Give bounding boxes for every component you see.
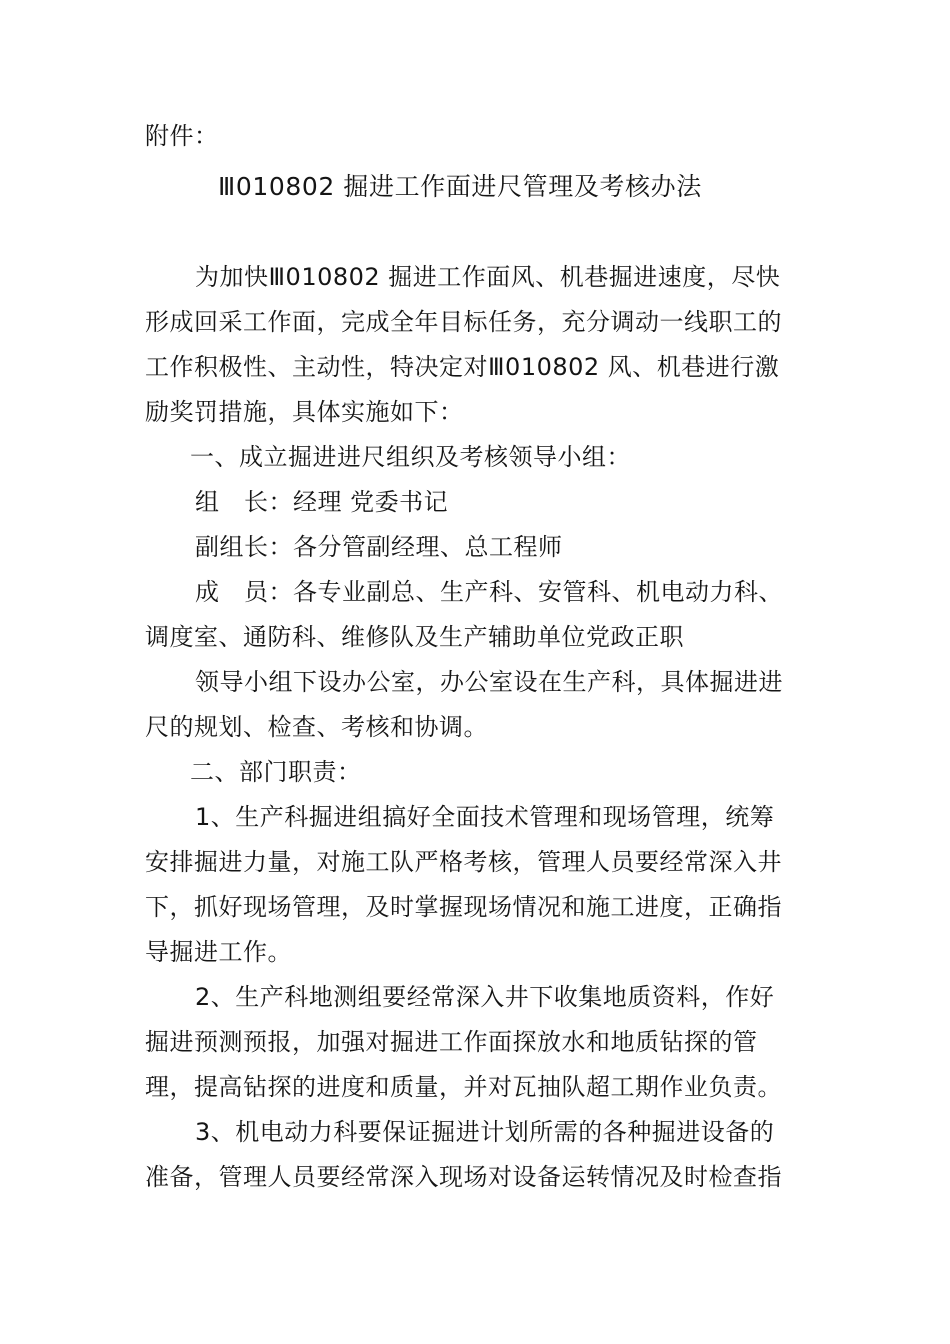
members-line-1: 成 员：各专业副总、生产科、安管科、机电动力科、: [195, 578, 783, 606]
intro-line-2: 形成回采工作面，完成全年目标任务，充分调动一线职工的: [145, 308, 782, 336]
intro-line-3: 工作积极性、主动性，特决定对Ⅲ010802 风、机巷进行激: [145, 353, 780, 381]
section1-heading: 一、成立掘进进尺组织及考核领导小组：: [190, 443, 631, 471]
deputy-leader-line: 副组长：各分管副经理、总工程师: [195, 533, 563, 561]
duty-item1-line-2: 安排掘进力量，对施工队严格考核，管理人员要经常深入井: [145, 848, 782, 876]
group-leader-line: 组 长：经理 党委书记: [195, 488, 449, 516]
duty-item2-line-1: 2、生产科地测组要经常深入井下收集地质资料，作好: [195, 983, 775, 1011]
duty-item2-line-2: 掘进预测预报，加强对掘进工作面探放水和地质钻探的管: [145, 1028, 758, 1056]
intro-line-4: 励奖罚措施，具体实施如下：: [145, 398, 464, 426]
duty-item1-line-4: 导掘进工作。: [145, 938, 292, 966]
duty-item1-line-3: 下，抓好现场管理，及时掌握现场情况和施工进度，正确指: [145, 893, 782, 921]
office-line-2: 尺的规划、检查、考核和协调。: [145, 713, 488, 741]
section2-heading: 二、部门职责：: [190, 758, 362, 786]
attachment-label: 附件：: [145, 122, 219, 150]
intro-line-1: 为加快Ⅲ010802 掘进工作面风、机巷掘进速度，尽快: [195, 263, 781, 291]
duty-item2-line-3: 理，提高钻探的进度和质量，并对瓦抽队超工期作业负责。: [145, 1073, 782, 1101]
members-line-2: 调度室、通防科、维修队及生产辅助单位党政正职: [145, 623, 684, 651]
duty-item3-line-2: 准备，管理人员要经常深入现场对设备运转情况及时检查指: [145, 1163, 782, 1191]
document-title: Ⅲ010802 掘进工作面进尺管理及考核办法: [218, 172, 702, 201]
office-line-1: 领导小组下设办公室，办公室设在生产科，具体掘进进: [195, 668, 783, 696]
duty-item1-line-1: 1、生产科掘进组搞好全面技术管理和现场管理，统筹: [195, 803, 775, 831]
duty-item3-line-1: 3、机电动力科要保证掘进计划所需的各种掘进设备的: [195, 1118, 775, 1146]
